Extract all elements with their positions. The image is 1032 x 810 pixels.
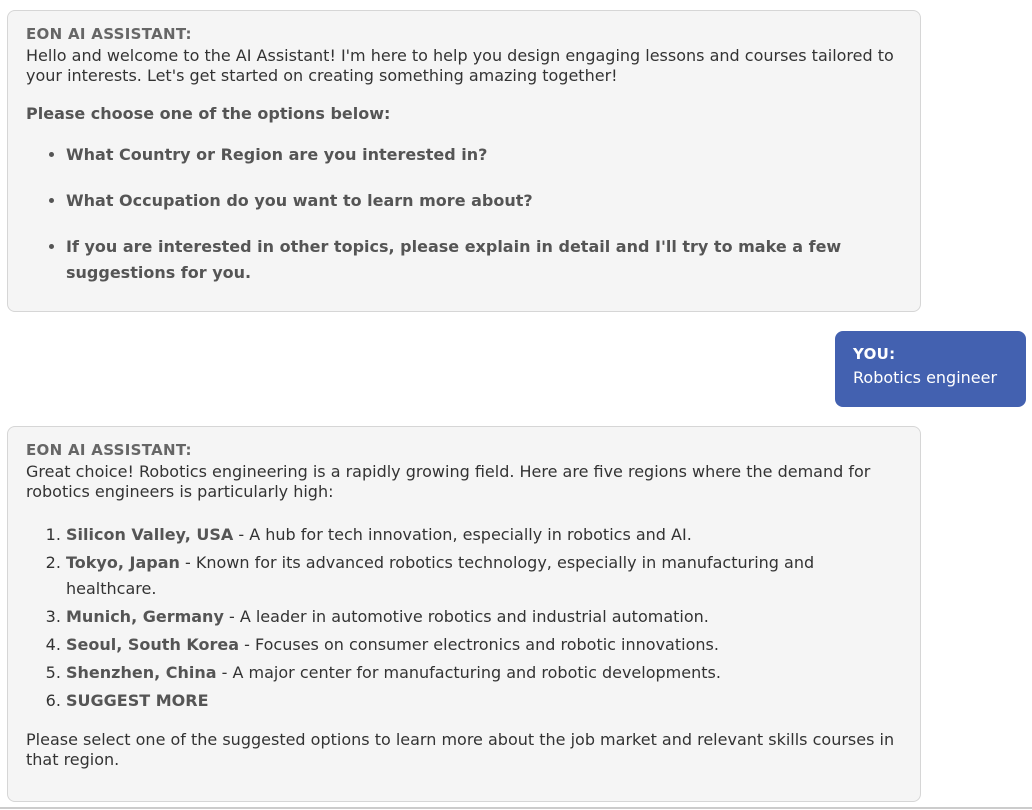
message-text: Hello and welcome to the AI Assistant! I'm here to help you design engaging lessons and courses tailored to your interests. Let's get started on creating something amazing together! <box>26 46 894 85</box>
region-option[interactable] <box>66 604 902 630</box>
assistant-message-regions <box>7 426 921 802</box>
region-name: Seoul, South Korea <box>66 635 240 654</box>
region-name: Tokyo, Japan <box>66 553 180 572</box>
region-option[interactable] <box>66 522 902 548</box>
region-name: Munich, Germany <box>66 607 224 626</box>
option-country-region[interactable]: • What Country or Region are you interested in? <box>66 142 902 168</box>
options-list <box>26 142 902 286</box>
region-name: Silicon Valley, USA <box>66 525 234 544</box>
message-sender: EON AI ASSISTANT: <box>26 441 192 459</box>
message-text: Great choice! Robotics engineering is a rapidly growing field. Here are five regions where the demand for robotics engineers is particularly high: <box>26 462 871 501</box>
closing-text: Please select one of the suggested options to learn more about the job market and relevant skills courses in that region. <box>26 730 895 769</box>
message-sender: YOU: <box>853 345 896 363</box>
region-name: Shenzhen, China <box>66 663 217 682</box>
region-desc: - A major center for manufacturing and robotic developments. <box>216 663 721 682</box>
region-option[interactable] <box>66 660 902 686</box>
assistant-message-welcome <box>7 10 921 312</box>
option-other-topics[interactable]: • If you are interested in other topics, please explain in detail and I'll try to make a few suggestions for you. <box>66 234 902 286</box>
region-name: SUGGEST MORE <box>66 691 209 710</box>
region-desc: - Known for its advanced robotics technology, especially in manufacturing and healthcare. <box>66 553 815 598</box>
option-occupation[interactable]: • What Occupation do you want to learn more about? <box>66 188 902 214</box>
region-desc: - Focuses on consumer electronics and robotic innovations. <box>239 635 719 654</box>
regions-list <box>26 522 902 714</box>
region-option[interactable] <box>66 632 902 658</box>
options-prompt: Please choose one of the options below: <box>26 104 391 123</box>
region-option[interactable] <box>66 550 902 602</box>
region-desc: - A hub for tech innovation, especially in robotics and AI. <box>233 525 692 544</box>
divider <box>0 807 1032 809</box>
suggest-more-option[interactable] <box>66 688 902 714</box>
message-text: Robotics engineer <box>853 368 998 387</box>
region-desc: - A leader in automotive robotics and industrial automation. <box>223 607 709 626</box>
message-sender: EON AI ASSISTANT: <box>26 25 192 43</box>
user-message <box>835 331 1026 407</box>
